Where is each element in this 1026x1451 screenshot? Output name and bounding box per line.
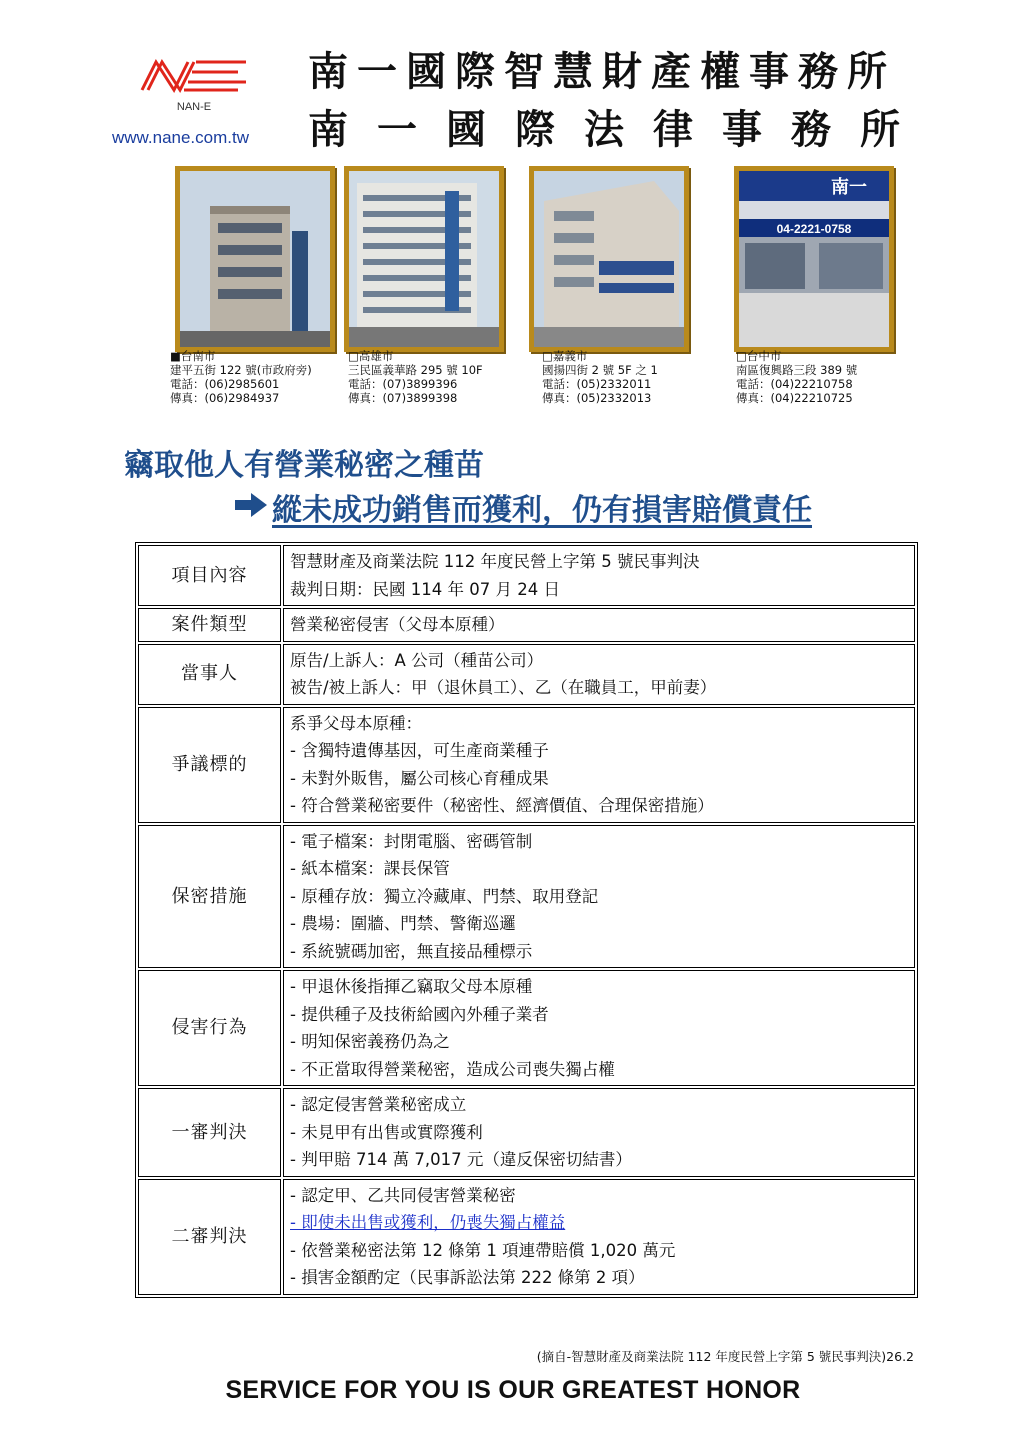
content-line: - 損害金額酌定（民事訴訟法第 222 條第 2 項） [290, 1268, 645, 1287]
content-line: - 不正當取得營業秘密，造成公司喪失獨占權 [290, 1059, 615, 1079]
content-line: - 含獨特遺傳基因，可生產商業種子 [290, 741, 549, 760]
office-photo-taichung [734, 166, 894, 352]
content-line: - 提供種子及技術給國內外種子業者 [290, 1004, 549, 1024]
row-content [283, 608, 915, 642]
taichung-sign-name: 南一 [831, 177, 867, 198]
website-url[interactable]: www.nane.com.tw [112, 128, 249, 147]
office-fax: 傳真：(06)2984937 [170, 391, 280, 405]
content-line: 被告/被上訴人：甲（退休員工）、乙（在職員工，甲前妻） [290, 678, 717, 697]
office-address: 國揚四街 2 號 5F 之 1 [542, 363, 658, 377]
row-content [283, 1088, 915, 1177]
row-label: 當事人 [138, 644, 281, 705]
row-label: 項目內容 [138, 545, 281, 606]
office-photo-chiayi [529, 166, 689, 352]
content-line: - 符合營業秘密要件（秘密性、經濟價值、合理保密措施） [290, 796, 714, 815]
row-label: 二審判決 [138, 1179, 281, 1295]
row-content [283, 1179, 915, 1295]
table-row [138, 970, 915, 1086]
content-line: - 甲退休後指揮乙竊取父母本原種 [290, 977, 533, 996]
office-city: □高雄市 [348, 349, 394, 363]
source-note: (摘自-智慧財產及商業法院 112 年度民營上字第 5 號民事判決)26.2 [536, 1349, 914, 1364]
office-address: 建平五街 122 號(市政府旁) [170, 363, 312, 377]
content-line: - 農場：圍牆、門禁、警衛巡邏 [290, 914, 516, 933]
row-content [283, 545, 915, 606]
table-row [138, 1088, 915, 1177]
right-arrow-icon [233, 491, 269, 519]
table-row [138, 707, 915, 823]
office-fax: 傳真：(05)2332013 [542, 391, 652, 405]
office-city: □嘉義市 [542, 349, 588, 363]
headline-subtitle: 縱未成功銷售而獲利，仍有損害賠償責任 [272, 493, 812, 528]
office-address: 南區復興路三段 389 號 [736, 363, 858, 377]
row-content [283, 707, 915, 823]
content-line: - 認定甲、乙共同侵害營業秘密 [290, 1185, 516, 1205]
row-label: 保密措施 [138, 825, 281, 969]
case-summary-table [135, 542, 918, 1298]
office-photo-tainan [175, 166, 335, 352]
content-line: - 未對外販售，屬公司核心育種成果 [290, 768, 549, 788]
office-photo-kaohsiung [344, 166, 504, 352]
row-content [283, 970, 915, 1086]
nan-e-logo [134, 54, 254, 116]
office-fax: 傳真：(04)22210725 [736, 391, 853, 405]
content-line: - 依營業秘密法第 12 條第 1 項連帶賠償 1,020 萬元 [290, 1240, 676, 1260]
logo-text: NAN-E [176, 101, 212, 113]
office-address: 三民區義華路 295 號 10F [348, 363, 483, 377]
row-label: 案件類型 [138, 608, 281, 642]
content-line: 原告/上訴人：A 公司（種苗公司） [290, 650, 544, 670]
row-label: 爭議標的 [138, 707, 281, 823]
table-row [138, 644, 915, 705]
content-line: 系爭父母本原種： [290, 713, 422, 733]
content-line: - 明知保密義務仍為之 [290, 1032, 450, 1051]
content-line: - 判甲賠 714 萬 7,017 元（違反保密切結書） [290, 1150, 632, 1169]
content-line: 營業秘密侵害（父母本原種） [290, 615, 505, 634]
content-line: - 未見甲有出售或實際獲利 [290, 1122, 483, 1142]
table-row [138, 608, 915, 642]
content-line: 裁判日期：民國 114 年 07 月 24 日 [290, 579, 560, 599]
content-line: - 系統號碼加密，無直接品種標示 [290, 941, 533, 961]
office-phone: 電話：(06)2985601 [170, 377, 280, 391]
office-city: □台中市 [736, 349, 782, 363]
row-label: 一審判決 [138, 1088, 281, 1177]
taichung-sign-phone: 04-2221-0758 [776, 222, 852, 236]
row-label: 侵害行為 [138, 970, 281, 1086]
office-phone: 電話：(04)22210758 [736, 377, 853, 391]
table-row [138, 545, 915, 606]
highlighted-line: - 即使未出售或獲利，仍喪失獨占權益 [290, 1213, 566, 1232]
office-info-kaohsiung [348, 349, 483, 405]
firm-name-law: 南一國際法律事務所 [308, 107, 929, 153]
row-content [283, 644, 915, 705]
office-info-tainan [170, 349, 312, 405]
content-line: - 紙本檔案：課長保管 [290, 859, 450, 878]
office-info-taichung [736, 349, 857, 405]
office-city: ■台南市 [170, 349, 216, 363]
office-info-chiayi [542, 349, 658, 405]
table-row [138, 825, 915, 969]
office-fax: 傳真：(07)3899398 [348, 391, 458, 405]
office-phone: 電話：(07)3899396 [348, 377, 458, 391]
table-row [138, 1179, 915, 1295]
headline-title: 竊取他人有營業秘密之種苗 [124, 448, 484, 483]
content-line: 智慧財產及商業法院 112 年度民營上字第 5 號民事判決 [290, 552, 700, 571]
slogan: SERVICE FOR YOU IS OUR GREATEST HONOR [225, 1376, 801, 1404]
content-line: - 認定侵害營業秘密成立 [290, 1095, 467, 1114]
content-line: - 電子檔案：封閉電腦、密碼管制 [290, 831, 533, 851]
row-content [283, 825, 915, 969]
firm-name-ip: 南一國際智慧財產權事務所 [308, 49, 896, 95]
office-phone: 電話：(05)2332011 [542, 377, 652, 391]
content-line: - 原種存放：獨立冷藏庫、門禁、取用登記 [290, 886, 599, 906]
